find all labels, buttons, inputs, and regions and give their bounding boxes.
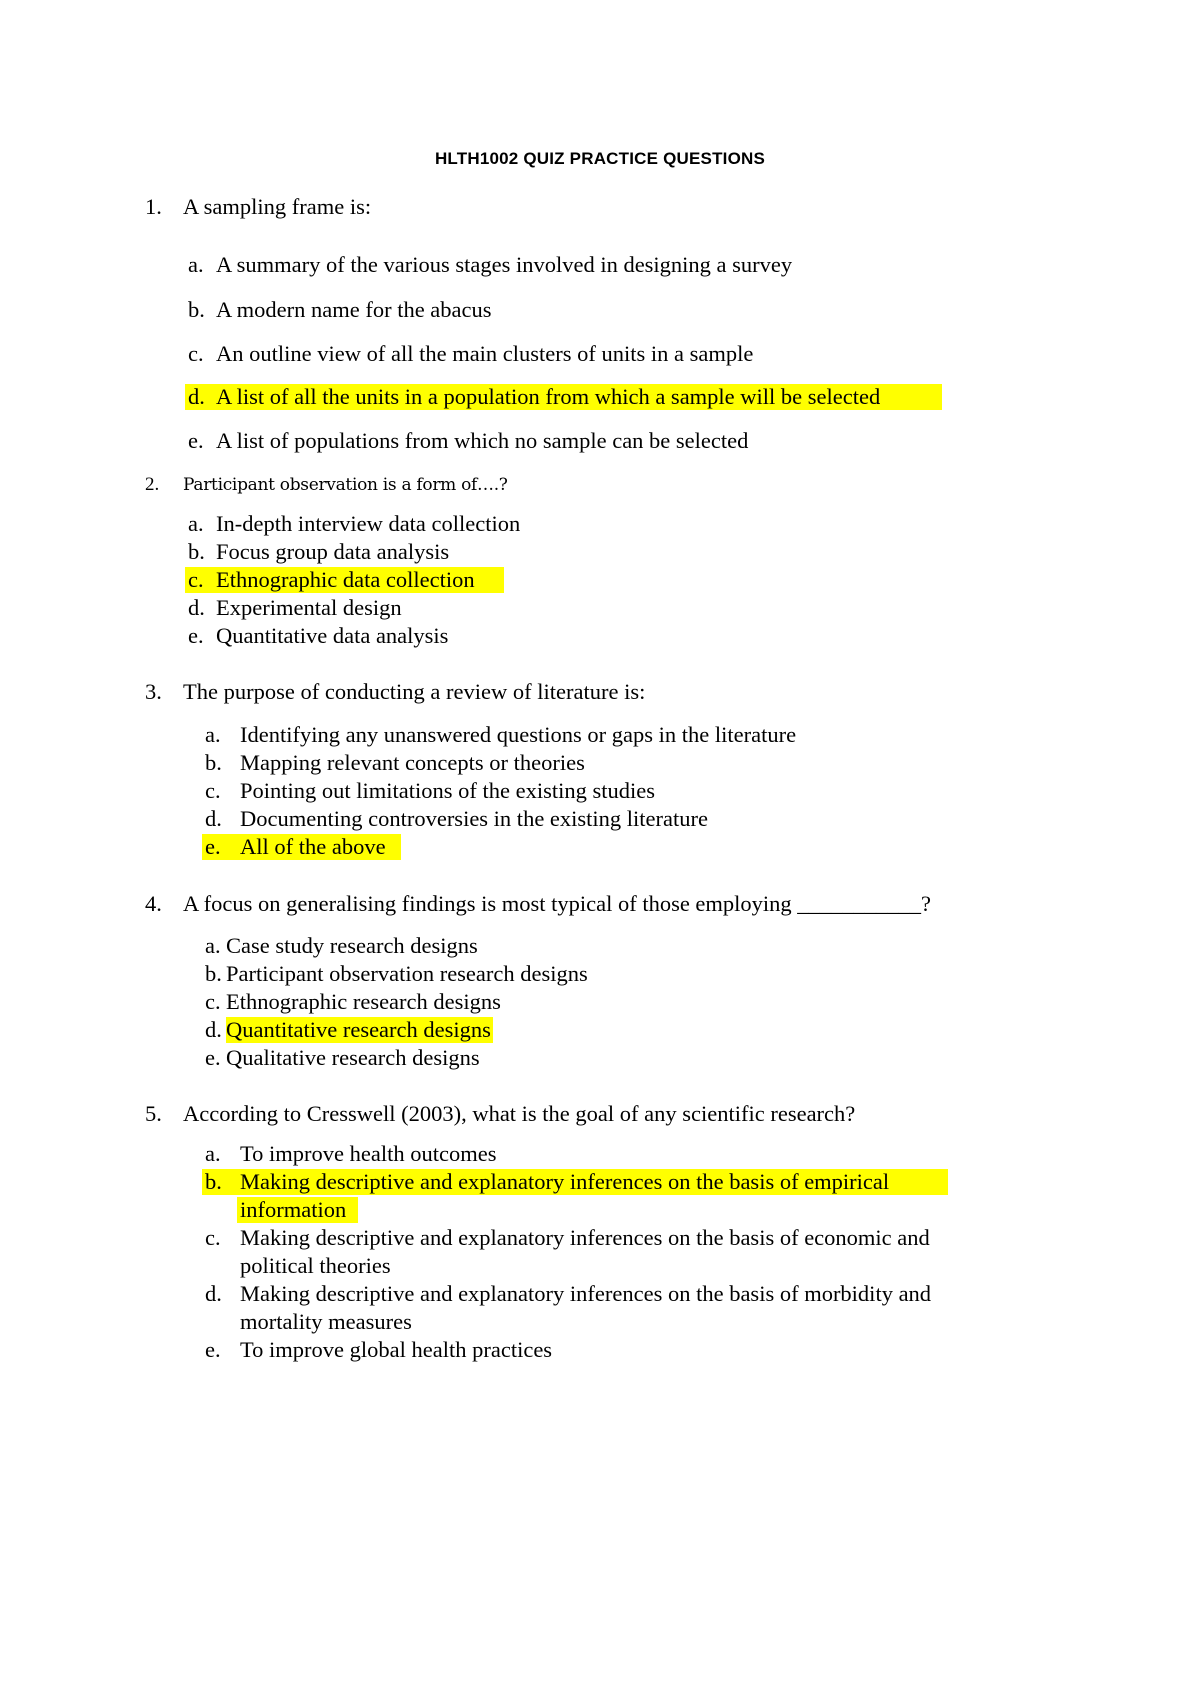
option-letter: c. [205,778,221,803]
question-number: 2. [145,474,160,495]
question-text: According to Cresswell (2003), what is the goal of any scientific research? [183,1101,856,1126]
option-text: Mapping relevant concepts or theories [240,750,585,775]
option-letter: b. [205,1169,222,1194]
option-5e [205,1337,553,1363]
page-title: HLTH1002 QUIZ PRACTICE QUESTIONS [434,149,766,168]
option-text: Focus group data analysis [216,539,450,564]
option-letter: b. [205,750,222,775]
option-5b-correct-cont [237,1197,358,1223]
option-text: A modern name for the abacus [216,297,492,322]
option-letter: e. [188,623,204,648]
option-letter: d. [188,384,205,409]
option-text: Making descriptive and explanatory inferences on the basis of morbidity and [240,1281,932,1306]
option-4d [205,1017,491,1043]
question-text: A focus on generalising findings is most typical of those employing ___________? [183,891,932,916]
option-1c [188,341,754,367]
option-text: A summary of the various stages involved in designing a survey [216,252,793,277]
option-2b [188,539,450,565]
option-3b [205,750,585,776]
option-3c [205,778,655,804]
option-text-cont: political theories [240,1253,391,1278]
option-letter: d. [205,1017,222,1042]
option-1d-correct [185,384,942,410]
option-letter: c. [188,341,204,366]
option-letter: e. [205,1045,221,1070]
option-text-cont: information [240,1197,347,1222]
option-letter: a. [205,722,221,747]
option-5b-correct [202,1169,948,1195]
option-letter: d. [205,806,222,831]
option-letter: b. [205,961,222,986]
option-text: Documenting controversies in the existing literature [240,806,708,831]
option-letter: d. [188,595,205,620]
option-letter: c. [205,989,221,1014]
option-letter: a. [205,1141,221,1166]
option-2a [188,511,521,537]
option-5c [205,1225,930,1251]
option-text: A list of populations from which no sample can be selected [216,428,749,453]
option-text: To improve health outcomes [240,1141,497,1166]
question-number: 3. [145,679,162,704]
option-text: To improve global health practices [240,1337,553,1362]
option-3a [205,722,797,748]
option-text: Identifying any unanswered questions or gaps in the literature [240,722,797,747]
question-text: Participant observation is a form of….? [183,475,508,495]
option-2e [188,623,449,649]
option-letter: c. [205,1225,221,1250]
option-text: Making descriptive and explanatory inferences on the basis of empirical [240,1169,890,1194]
option-4e [205,1045,480,1071]
option-text: Qualitative research designs [226,1045,480,1070]
option-letter: a. [188,252,204,277]
option-1e [188,428,749,454]
option-text: Experimental design [216,595,402,620]
option-5c-cont [240,1253,391,1279]
option-4d-correct: Quantitative research designs [226,1017,491,1042]
option-letter: e. [205,834,221,859]
option-letter: a. [188,511,204,536]
option-letter: e. [188,428,204,453]
option-text: A list of all the units in a population from which a sample will be selected [216,384,881,409]
option-letter: c. [188,567,204,592]
option-2c-correct [185,567,504,593]
question-text: A sampling frame is: [183,194,372,219]
option-4a [205,933,478,959]
option-text: Ethnographic data collection [216,567,475,592]
option-5d [205,1281,932,1307]
option-letter: b. [188,539,205,564]
question-number: 4. [145,891,162,916]
option-5d-cont [240,1309,412,1335]
option-3e-correct [202,834,401,860]
question-text: The purpose of conducting a review of literature is: [183,679,646,704]
option-text: Pointing out limitations of the existing studies [240,778,655,803]
option-text-cont: mortality measures [240,1309,412,1334]
option-letter: e. [205,1337,221,1362]
option-text: Case study research designs [226,933,478,958]
option-text: All of the above [240,834,386,859]
option-3d [205,806,708,832]
option-4c [205,989,501,1015]
option-letter: d. [205,1281,222,1306]
option-2d [188,595,402,621]
option-4b [205,961,588,987]
option-text: In-depth interview data collection [216,511,521,536]
option-text: Quantitative data analysis [216,623,449,648]
option-text: Participant observation research designs [226,961,588,986]
option-text: Making descriptive and explanatory inferences on the basis of economic and [240,1225,930,1250]
option-text: Ethnographic research designs [226,989,501,1014]
question-number: 1. [145,194,162,219]
option-1b [188,297,492,323]
option-letter: b. [188,297,205,322]
option-5a [205,1141,497,1167]
question-number: 5. [145,1101,162,1126]
option-1a [188,252,793,278]
option-letter: a. [205,933,221,958]
option-text: An outline view of all the main clusters of units in a sample [216,341,754,366]
